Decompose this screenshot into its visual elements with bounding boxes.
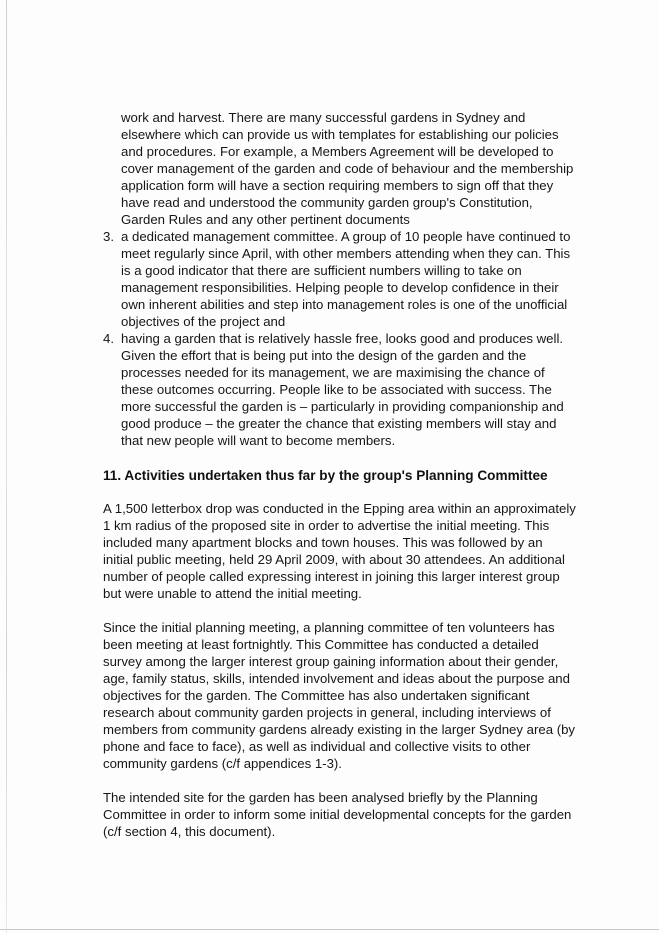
scan-edge-bottom [0, 929, 659, 930]
list-item-2-line: and procedures. For example, a Members Agreement will be developed to [121, 144, 554, 159]
paragraph-3-line: Committee in order to inform some initial developmental concepts for the garden [103, 807, 572, 822]
paragraph-3-line: (c/f section 4, this document). [103, 824, 276, 839]
paragraph-1-line: number of people called expressing interest in joining this larger interest group [103, 569, 560, 584]
list-item-3-line: meet regularly since April, with other members attending when they can. This [121, 246, 571, 261]
paragraph-2-line: community gardens (c/f appendices 1-3). [103, 756, 342, 771]
paragraph-1-line: A 1,500 letterbox drop was conducted in the Epping area within an approximately [103, 501, 576, 516]
list-item-3-line: own inherent abilities and step into management roles is one of the unofficial [121, 297, 568, 312]
list-item-4-line: more successful the garden is – particularly in providing companionship and [121, 399, 564, 414]
list-item-2-line: Garden Rules and any other pertinent documents [121, 212, 410, 227]
list-item-4-line: having a garden that is relatively hassle free, looks good and produces well. [121, 331, 564, 346]
list-item-3-number: 3. [103, 229, 114, 244]
list-item-3-line: a dedicated management committee. A group of 10 people have continued to [121, 229, 571, 244]
paragraph-2-line: age, family status, skills, intended involvement and ideas about the purpose and [103, 671, 570, 686]
scan-edge-left [6, 0, 7, 933]
paragraph-2-line: Since the initial planning meeting, a planning committee of ten volunteers has [103, 620, 555, 635]
paragraph-2-line: survey among the larger interest group gaining information about their gender, [103, 654, 559, 669]
list-item-2-line: cover management of the garden and code of behaviour and the membership [121, 161, 574, 176]
section-heading: 11. Activities undertaken thus far by the group's Planning Committee [103, 468, 548, 483]
list-item-3-line: is a good indicator that there are sufficient numbers willing to take on [121, 263, 522, 278]
list-item-3-line: management responsibilities. Helping people to develop confidence in their [121, 280, 559, 295]
list-item-4-line: these outcomes occurring. People like to be associated with success. The [121, 382, 552, 397]
list-item-4-line: Given the effort that is being put into the design of the garden and the [121, 348, 527, 363]
list-item-4-number: 4. [103, 331, 114, 346]
paragraph-1-line: initial public meeting, held 29 April 2009, with about 30 attendees. An additional [103, 552, 565, 567]
list-item-2-line: application form will have a section requiring members to sign off that they [121, 178, 554, 193]
list-item-2-line: have read and understood the community garden group's Constitution, [121, 195, 533, 210]
paragraph-1-line: but were unable to attend the initial meeting. [103, 586, 362, 601]
paragraph-2-line: been meeting at least fortnightly. This Committee has conducted a detailed [103, 637, 539, 652]
list-item-4-line: good produce – the greater the chance that existing members will stay and [121, 416, 557, 431]
paragraph-3-line: The intended site for the garden has been analysed briefly by the Planning [103, 790, 538, 805]
list-item-4-line: that new people will want to become members. [121, 433, 396, 448]
paragraph-2-line: objectives for the garden. The Committee has also undertaken significant [103, 688, 530, 703]
paragraph-2-line: phone and face to face), as well as individual and collective visits to other [103, 739, 531, 754]
paragraph-2-line: research about community garden projects in general, including interviews of [103, 705, 551, 720]
paragraph-2-line: members from community gardens already existing in the larger Sydney area (by [103, 722, 576, 737]
paragraph-1-line: included many apartment blocks and town houses. This was followed by an [103, 535, 543, 550]
list-item-2-line: work and harvest. There are many successful gardens in Sydney and [121, 110, 526, 125]
list-item-4-line: processes needed for its management, we are maximising the chance of [121, 365, 545, 380]
list-item-3-line: objectives of the project and [121, 314, 286, 329]
paragraph-1-line: 1 km radius of the proposed site in order to advertise the initial meeting. This [103, 518, 550, 533]
list-item-2-line: elsewhere which can provide us with templates for establishing our policies [121, 127, 559, 142]
